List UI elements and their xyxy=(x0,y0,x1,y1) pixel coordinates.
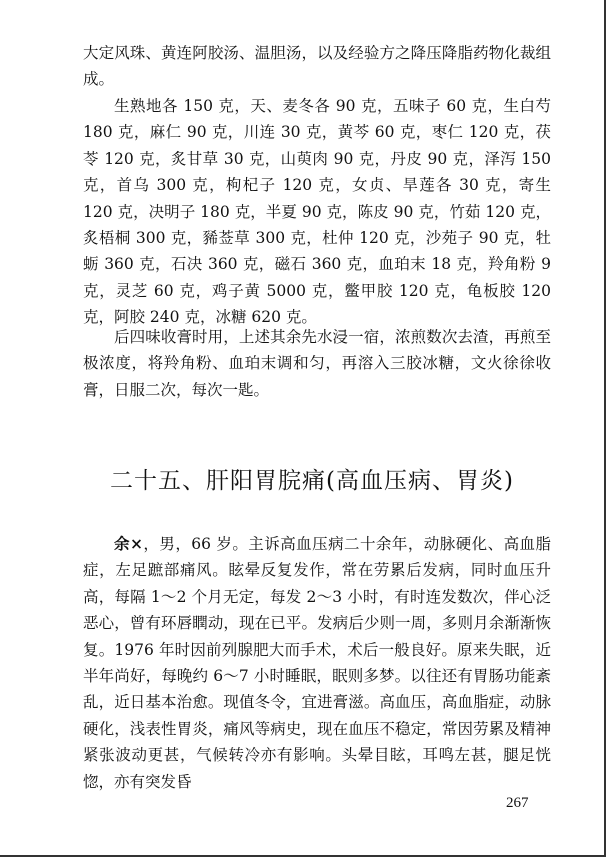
paragraph-case-text xyxy=(83,531,551,795)
paragraph-intro-end xyxy=(83,40,551,93)
paragraph-ingredients-text: 生熟地各 150 克，天、麦冬各 90 克，五味子 60 克，生白芍 180 克，麻仁 90 克，川连 30 克，黄芩 60 克，枣仁 120 克，茯苓 120 克，炙甘草 30 克，山萸肉 90 克，丹皮 90 克，泽泻 150 克，首乌 300 克，枸杞子 120 克，女贞、旱莲各 30 克，寄生 120 克，决明子 180 克，半夏 90 克，陈皮 90 克，竹茹 120 克，炙梧桐 300 克，豨莶草 300 克，杜仲 120 克，沙苑子 90 克，牡蛎 360 克，石决 360 克，磁石 360 克，血珀末 18 克，羚角粉 9 克，灵芝 60 克，鸡子黄 5000 克，鳖甲胶 120 克，龟板胶 120 克，阿胶 240 克，冰糖 620 克。 xyxy=(83,97,551,327)
paragraph-method-text: 后四味收膏时用，上述其余先水浸一宿，浓煎数次去渣，再煎至极浓度，将羚角粉、血珀末调和匀，再溶入三胶冰糖，文火徐徐收膏，日服二次，每次一匙。 xyxy=(83,328,551,399)
section-heading: 二十五、肝阳胃脘痛(高血压病、胃炎) xyxy=(110,468,514,494)
paragraph-ingredients xyxy=(83,93,551,331)
page-number: 267 xyxy=(506,795,529,811)
case-patient-name: 余× xyxy=(114,534,143,553)
paragraph-intro-end-text: 大定风珠、黄连阿胶汤、温胆汤，以及经验方之降压降脂药物化裁组成。 xyxy=(83,44,551,89)
paragraph-case xyxy=(83,531,551,795)
paragraph-method xyxy=(83,324,551,403)
case-body-text: ，男，66 岁。主诉高血压病二十余年，动脉硬化、高血脂症，左足蹠部痛风。眩晕反复发作，常在劳累后发病，同时血压升高，每隔 1～2 个月无定，每发 2～3 小时，有时连发数次，伴心泛恶心，曾有环唇瞤动，现在已平。发病后少则一周，多则月余渐渐恢复。1976 年时因前列腺肥大而手术，术后一般良好。原来失眠，近半年尚好，每晚约 6～7 小时睡眠，眠则多梦。以往还有胃肠功能紊乱，近日基本治愈。现值冬令，宜进膏滋。高血压，高血脂症，动脉硬化，浅表性胃炎，痛风等病史，现在血压不稳定，常因劳累及精神紧张波动更甚，气候转冷亦有影响。头晕目眩，耳鸣左甚，腿足恍惚，亦有突发昏 xyxy=(83,535,552,791)
